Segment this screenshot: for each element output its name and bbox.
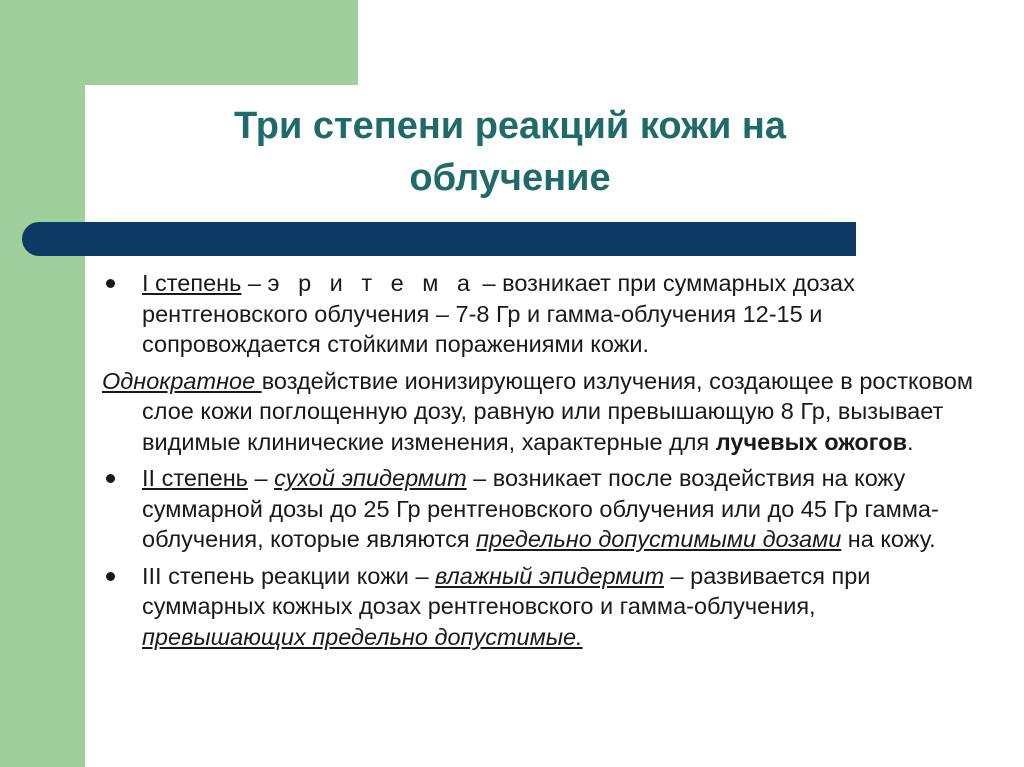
degree-2-label: II степень bbox=[142, 465, 248, 491]
note-term: Однократное bbox=[102, 367, 262, 394]
slide-content bbox=[102, 268, 982, 658]
degree-1-label: I степень bbox=[142, 270, 242, 296]
bullet-icon bbox=[106, 572, 115, 581]
note-text: воздействие ионизирующего излучения, создающее в ростковом слое кожи поглощенную дозу, равную или превышающую 8 Гр, вызывает видимые клинические изменения, характерные для bbox=[142, 367, 974, 455]
list-item-degree-2 bbox=[102, 463, 982, 555]
degree-3-term: влажный эпидермит bbox=[435, 562, 665, 589]
note-end: . bbox=[907, 428, 914, 455]
degree-2-text: – возникает после воздействия на кожу суммарной дозы до 25 Гр рентгеновского облучения или до 45 Гр гамма-облучения, которые являются bbox=[142, 465, 939, 552]
bullet-icon bbox=[106, 279, 115, 288]
bullet-icon bbox=[106, 474, 115, 483]
degree-1-dash: – bbox=[241, 270, 268, 296]
degree-2-term-2: предельно допустимыми дозами bbox=[476, 526, 842, 552]
title-line-2: облучение bbox=[409, 157, 611, 199]
note-paragraph bbox=[102, 366, 982, 458]
degree-3-label: III степень реакции кожи – bbox=[142, 562, 436, 589]
note-bold-term: лучевых ожогов bbox=[715, 428, 908, 455]
degree-3-text: – развивается при суммарных кожных дозах рентгеновского и гамма-облучения, bbox=[142, 562, 871, 619]
list-item-degree-3 bbox=[102, 561, 982, 653]
degree-1-text: – возникает при суммарных дозах рентгеновского облучения – 7-8 Гр и гамма-облучения 12-15 и сопровождается стойкими поражениями кожи. bbox=[142, 270, 855, 357]
title-line-1: Три степени реакций кожи на bbox=[233, 105, 787, 147]
degree-2-term: сухой эпидермит bbox=[274, 465, 467, 491]
title-divider-bar bbox=[22, 222, 856, 256]
degree-2-dash: – bbox=[247, 465, 275, 491]
background-green-left bbox=[0, 0, 85, 767]
background-green-top bbox=[0, 0, 358, 85]
degree-3-term-2: превышающих предельно допустимые. bbox=[142, 623, 583, 650]
degree-2-end: на кожу. bbox=[841, 526, 936, 552]
slide-title bbox=[120, 100, 900, 204]
list-item-degree-1 bbox=[102, 268, 982, 360]
degree-1-term: э р и т е м а bbox=[267, 270, 476, 296]
